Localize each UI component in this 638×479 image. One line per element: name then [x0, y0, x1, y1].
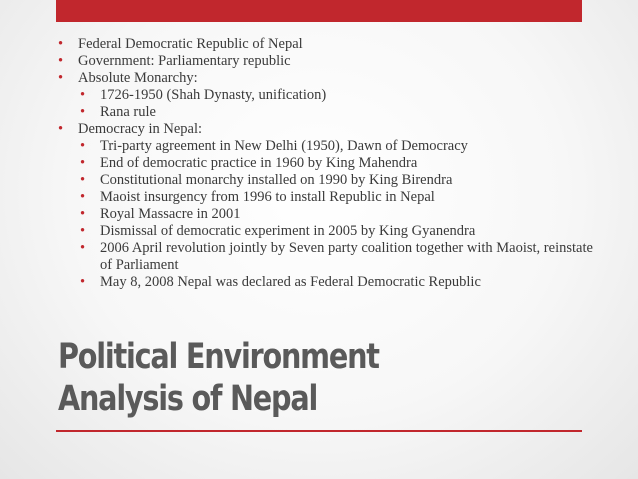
sub-bullet-item: • 1726-1950 (Shah Dynasty, unification) [58, 87, 598, 104]
sub-bullet-item: • 2006 April revolution jointly by Seven party coalition together with Maoist, reinstate of Parliament [58, 240, 598, 274]
sub-bullet-item: • Maoist insurgency from 1996 to install Republic in Nepal [58, 189, 598, 206]
slide-title [58, 336, 493, 420]
bullet-item: • Government: Parliamentary republic [58, 53, 598, 70]
top-accent-bar [56, 0, 582, 22]
sub-bullet-item: • Constitutional monarchy installed on 1990 by King Birendra [58, 172, 598, 189]
bullet-list [58, 36, 598, 291]
bullet-item: • Democracy in Nepal: [58, 121, 598, 138]
sub-bullet-item: • Dismissal of democratic experiment in 2005 by King Gyanendra [58, 223, 598, 240]
title-underline [56, 430, 582, 432]
bullet-item: • Absolute Monarchy: [58, 70, 598, 87]
slide-title-line-2: Analysis of Nepal [58, 379, 318, 419]
slide-title-line-1: Political Environment [58, 337, 379, 377]
sub-bullet-item: • Royal Massacre in 2001 [58, 206, 598, 223]
sub-bullet-item: • Tri-party agreement in New Delhi (1950), Dawn of Democracy [58, 138, 598, 155]
sub-bullet-item: • End of democratic practice in 1960 by King Mahendra [58, 155, 598, 172]
bullet-item: • Federal Democratic Republic of Nepal [58, 36, 598, 53]
sub-bullet-item: • May 8, 2008 Nepal was declared as Federal Democratic Republic [58, 274, 598, 291]
sub-bullet-item: • Rana rule [58, 104, 598, 121]
